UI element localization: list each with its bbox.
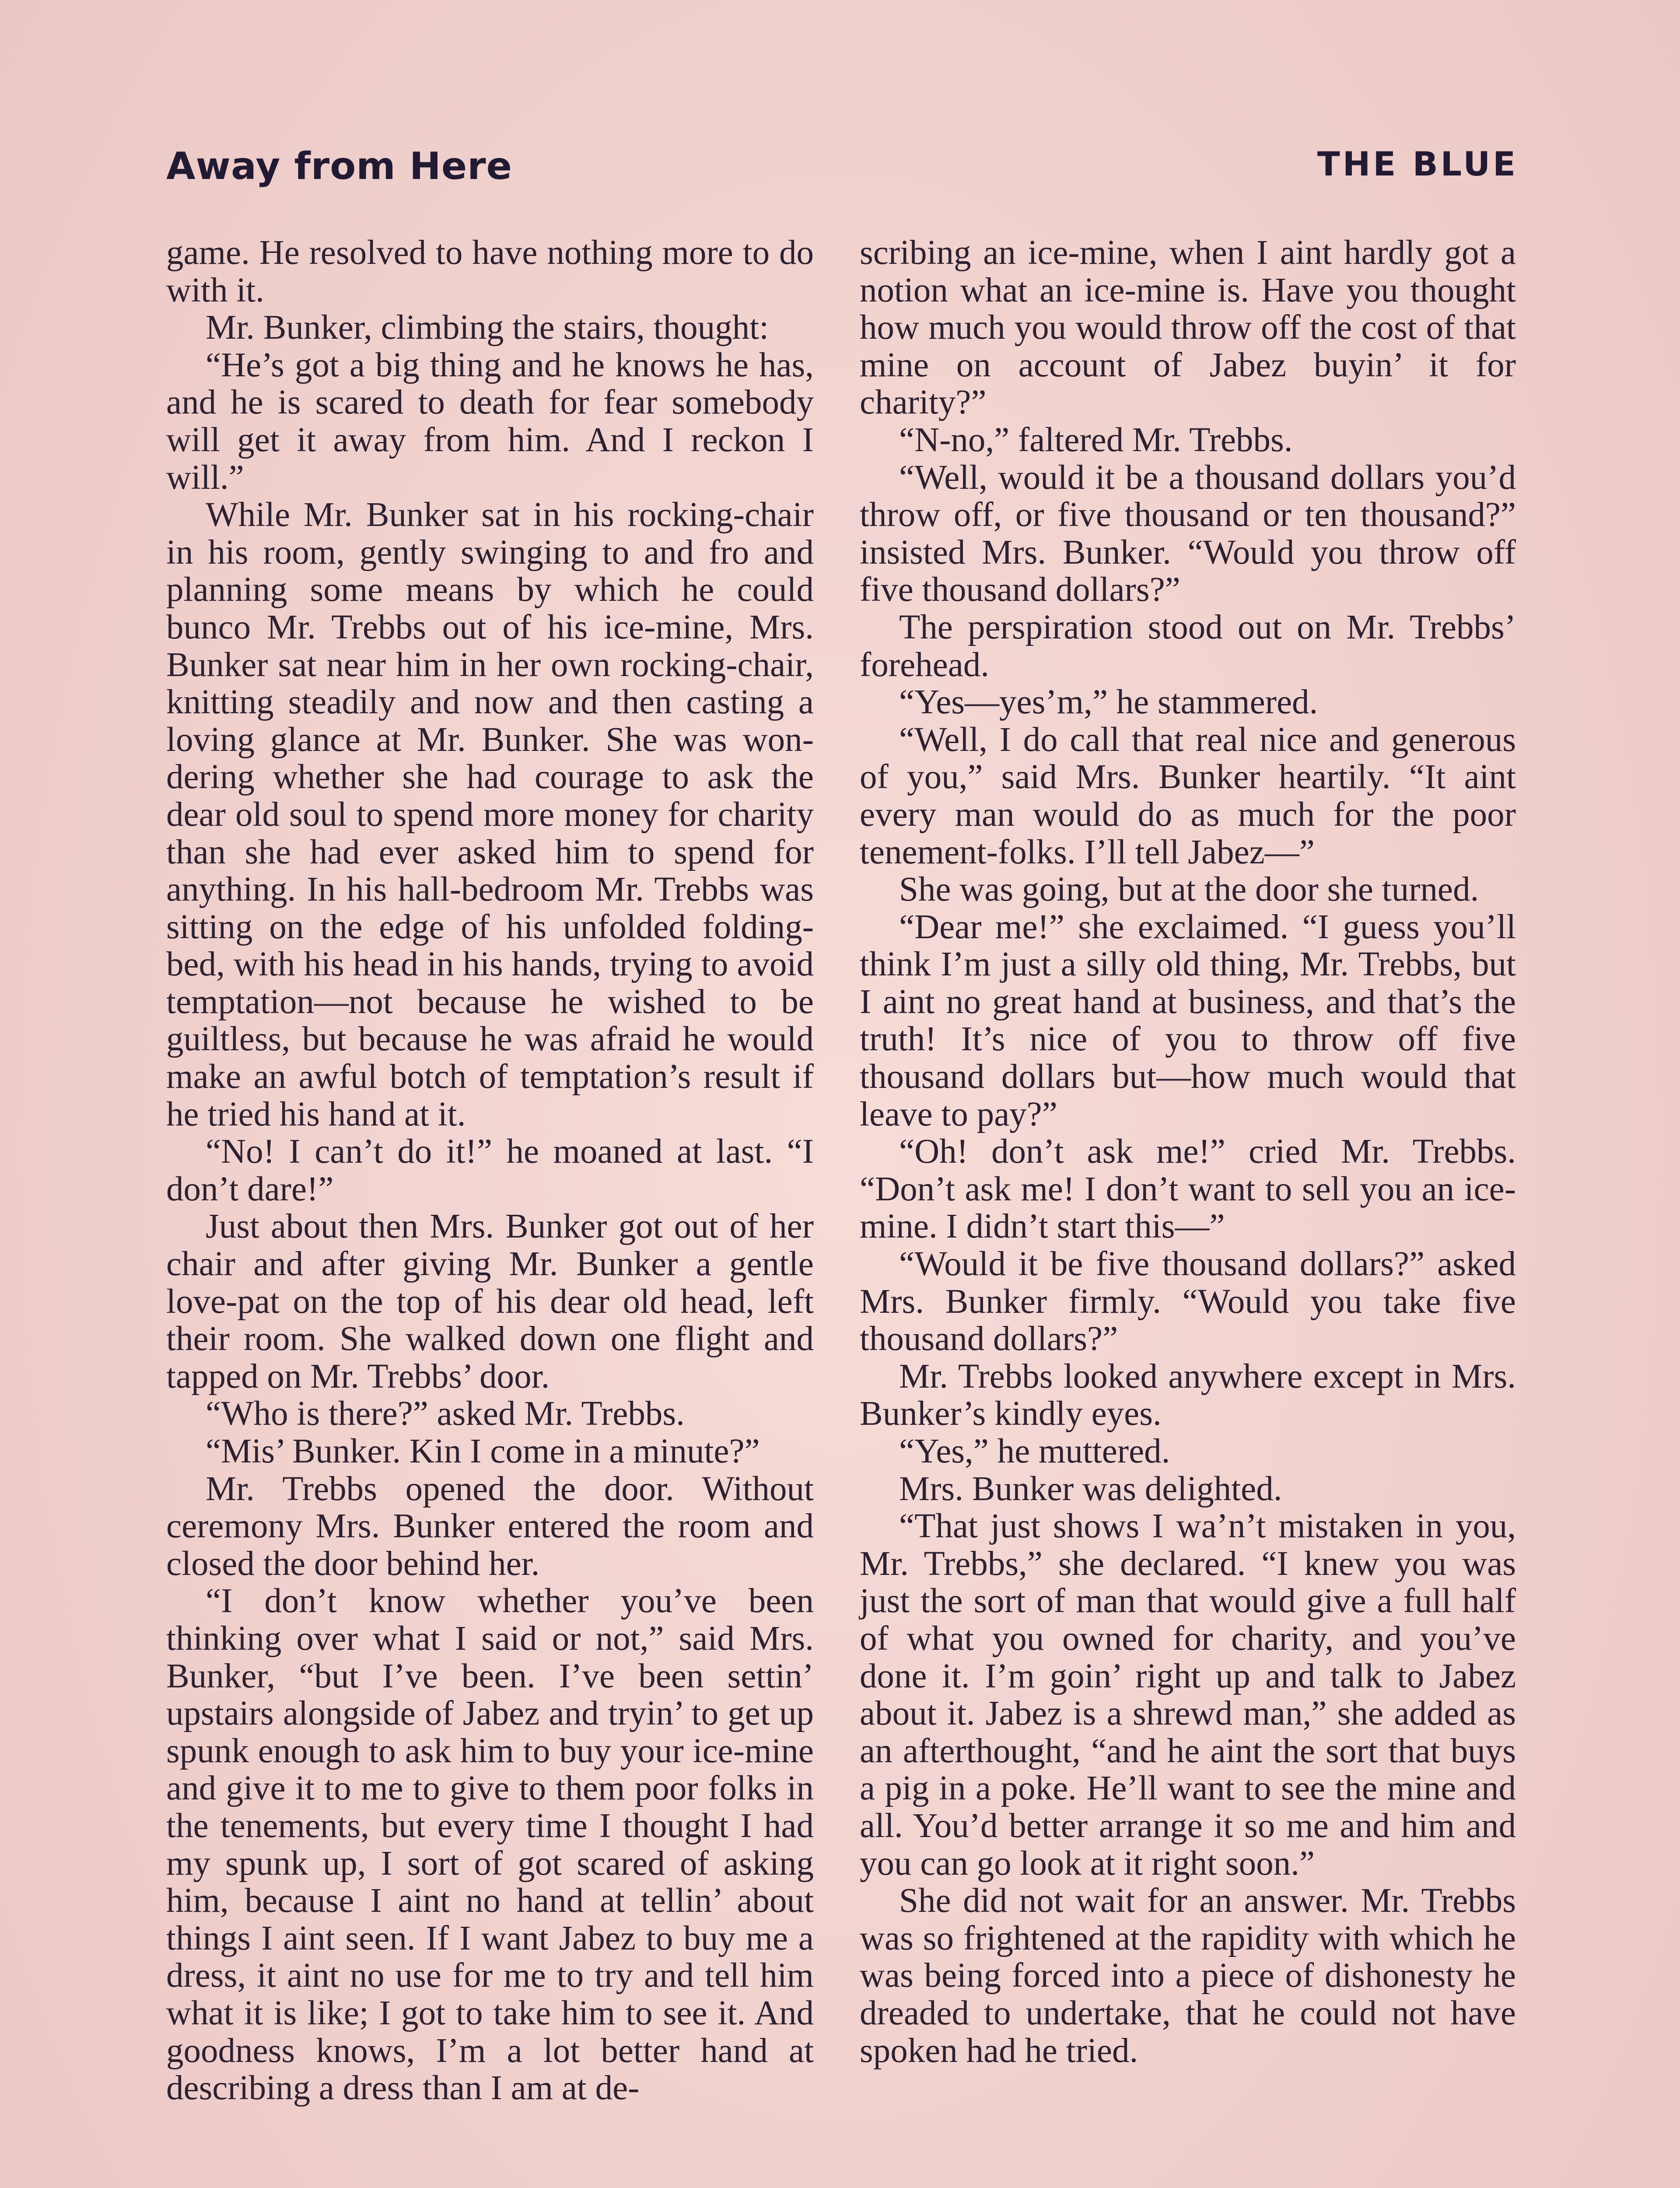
paragraph: “That just shows I wa’n’t mistaken in you, Mr. Trebbs,” she declared. “I knew you was just the sort of man that would give a full half of what you owned for charity, and you’ve done it. I’m goin’ right up and talk to Jabez about it. Jabez is a shrewd man,” she added as an afterthought, “and he aint the sort that buys a pig in a poke. He’ll want to see the mine and all. You’d better arrange it so me and him and you can go look at it right soon.” [860,1507,1516,1883]
paragraph: “Mis’ Bunker. Kin I come in a minute?” [206,1432,760,1470]
paragraph: “Yes—yes’m,” he stammered. [899,683,1318,722]
running-header [166,144,1518,201]
paragraph: scribing an ice-mine, when I aint hardly got a notion what an ice-mine is. Have you thought how much you would throw off the cost of that mine on account of Jabez buyin’ it for charity?” [860,234,1516,422]
paragraph: “Oh! don’t ask me!” cried Mr. Trebbs. “Don’t ask me! I don’t want to sell you an ice-mine. I didn’t start this—” [860,1133,1516,1246]
paragraph: Mr. Trebbs opened the door. Without ceremony Mrs. Bunker entered the room and closed the door behind her. [166,1469,814,1583]
magazine-title: THE BLUE [1317,144,1518,183]
left-text-column [166,234,814,2107]
paragraph: “Dear me!” she exclaimed. “I guess you’ll think I’m just a silly old thing, Mr. Trebbs, but I aint no great hand at business, and that’s the truth! It’s nice of you to throw off five thousand dollars but—how much would that leave to pay?” [860,908,1516,1133]
paragraph: game. He resolved to have nothing more to do with it. [166,234,814,309]
paragraph: “Would it be five thousand dollars?” asked Mrs. Bunker firmly. “Would you take five thousand dollars?” [860,1245,1516,1358]
paragraph: “N-no,” faltered Mr. Trebbs. [899,421,1293,459]
paragraph: While Mr. Bunker sat in his rocking-chair in his room, gently swinging to and fro and planning some means by which he could bunco Mr. Trebbs out of his ice-mine, Mrs. Bunker sat near him in her own rocking-chair, knitting steadily and now and then casting a loving glance at Mr. Bunker. She was wondering whether she had courage to ask the dear old soul to spend more money for charity than she had ever asked him to spend for anything. In his hall-bedroom Mr. Trebbs was sitting on the edge of his unfolded folding-bed, with his head in his hands, trying to avoid temptation—not because he wished to be guiltless, but because he was afraid he would make an awful botch of temptation’s result if he tried his hand at it. [166,496,814,1133]
paragraph: Mr. Trebbs looked anywhere except in Mrs. Bunker’s kindly eyes. [860,1357,1516,1433]
paragraph: Mr. Bunker, climbing the stairs, thought: [206,309,769,347]
paragraph: “Yes,” he muttered. [899,1432,1170,1470]
paragraph: “Well, I do call that real nice and generous of you,” said Mrs. Bunker heartily. “It aint every man would do as much for the poor tenement-folks. I’ll tell Jabez—” [860,720,1516,871]
paragraph: “Who is there?” asked Mr. Trebbs. [206,1395,685,1433]
paragraph: She did not wait for an answer. Mr. Trebbs was so frightened at the rapidity with which he was being forced into a piece of dishonesty he dreaded to undertake, that he could not have spoken had he tried. [860,1882,1516,2070]
paragraph: She was going, but at the door she turned. [899,870,1479,909]
paragraph: “I don’t know whether you’ve been thinking over what I said or not,” said Mrs. Bunker, “but I’ve been. I’ve been settin’ upstairs alongside of Jabez and tryin’ to get up spunk enough to ask him to buy your ice-mine and give it to me to give to them poor folks in the tenements, but every time I thought I had my spunk up, I sort of got scared of asking him, because I aint no hand at tellin’ about things I aint seen. If I want Jabez to buy me a dress, it aint no use for me to try and tell him what it is like; I got to take him to see it. And goodness knows, I’m a lot better hand at describing a dress than I am at de- [166,1582,814,2107]
paragraph: Just about then Mrs. Bunker got out of her chair and after giving Mr. Bunker a gentle love-pat on the top of his dear old head, left their room. She walked down one flight and tapped on Mr. Trebbs’ door. [166,1207,814,1396]
paragraph: “Well, would it be a thousand dollars you’d throw off, or five thousand or ten thousand?” insisted Mrs. Bunker. “Would you throw off five thousand dollars?” [860,458,1516,609]
paragraph: The perspiration stood out on Mr. Trebbs’ forehead. [860,608,1516,684]
paragraph: Mrs. Bunker was delighted. [899,1469,1282,1508]
story-title: Away from Here [166,144,512,188]
right-text-column [860,234,1516,2069]
paragraph: “No! I can’t do it!” he moaned at last. “I don’t dare!” [166,1133,814,1208]
paragraph: “He’s got a big thing and he knows he has, and he is scared to death for fear somebody will get it away from him. And I reckon I will.” [166,346,814,497]
